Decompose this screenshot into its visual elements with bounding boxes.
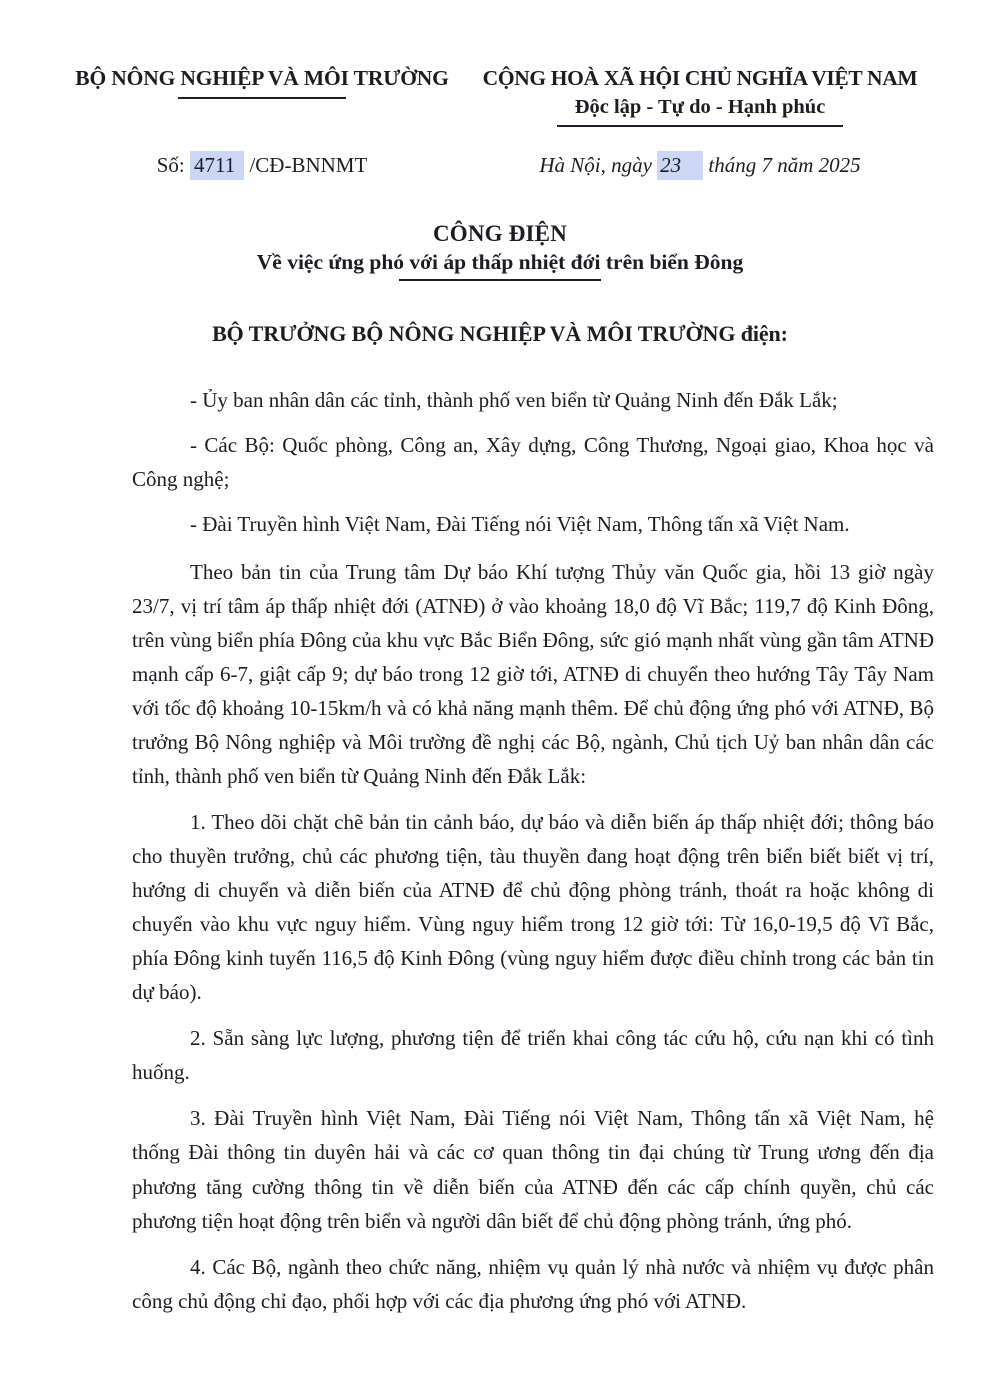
document-meta-line: [0, 127, 1000, 178]
organization-underline-rule: [178, 97, 346, 99]
issuing-organization-block: [62, 66, 462, 99]
body-numbered-item-1: 1. Theo dõi chặt chẽ bản tin cảnh báo, dự báo và diễn biến áp thấp nhiệt đới; thông báo cho thuyền trưởng, chủ các phương tiện, tàu thuyền đang hoạt động trên biển biết biết vị trí, hướng di chuyển và diễn biến của ATNĐ để chủ động phòng tránh, thoát ra hoặc không di chuyển vào khu vực nguy hiểm. Vùng nguy hiểm trong 12 giờ tới: Từ 16,0-19,5 độ Vĩ Bắc, phía Đông kinh tuyến 116,5 độ Kinh Đông (vùng nguy hiểm được điều chỉnh trong các bản tin dự báo).: [132, 810, 934, 1005]
date-month-year: tháng 7 năm 2025: [708, 152, 861, 177]
place-date-prefix: Hà Nội, ngày: [539, 152, 652, 177]
document-header: [0, 0, 1000, 127]
national-motto: Độc lập - Tự do - Hạnh phúc: [574, 95, 826, 118]
recipients-list: [0, 383, 1000, 541]
document-number-value[interactable]: 4711: [190, 151, 244, 180]
body-numbered-item-4: 4. Các Bộ, ngành theo chức năng, nhiệm vụ quản lý nhà nước và nhiệm vụ được phân công chủ động chỉ đạo, phối hợp với các địa phương ứng phó với ATNĐ.: [132, 1254, 934, 1313]
national-heading-block: [462, 66, 938, 127]
national-title: CỘNG HOÀ XÃ HỘI CHỦ NGHĨA VIỆT NAM: [482, 66, 918, 90]
motto-underline-rule: [557, 125, 843, 127]
document-body: [0, 555, 1000, 1317]
recipient-item: - Ủy ban nhân dân các tỉnh, thành phố ven biển từ Quảng Ninh đến Đắk Lắk;: [190, 388, 838, 413]
document-number-suffix: /CĐ-BNNMT: [249, 152, 368, 177]
document-number-block: [62, 153, 462, 178]
place-and-date-block: [462, 153, 938, 178]
recipient-item: - Đài Truyền hình Việt Nam, Đài Tiếng nói Việt Nam, Thông tấn xã Việt Nam.: [190, 512, 850, 537]
title-block: [0, 220, 1000, 281]
document-type-title: CÔNG ĐIỆN: [432, 220, 568, 246]
document-subject-title: Về việc ứng phó với áp thấp nhiệt đới trên biển Đông: [256, 250, 744, 275]
recipient-item: - Các Bộ: Quốc phòng, Công an, Xây dựng, Công Thương, Ngoại giao, Khoa học và Công nghệ;: [132, 433, 934, 492]
title-underline-rule: [399, 279, 601, 281]
body-numbered-item-2: 2. Sẵn sàng lực lượng, phương tiện để triển khai công tác cứu hộ, cứu nạn khi có tình huống.: [132, 1026, 934, 1085]
issuer-line: BỘ TRƯỞNG BỘ NÔNG NGHIỆP VÀ MÔI TRƯỜNG điện:: [212, 321, 788, 347]
date-day-value[interactable]: 23: [657, 151, 703, 180]
body-numbered-item-3: 3. Đài Truyền hình Việt Nam, Đài Tiếng nói Việt Nam, Thông tấn xã Việt Nam, hệ thống Đài thông tin duyên hải và các cơ quan thông tin đại chúng từ Trung ương đến địa phương tăng cường thông tin về diễn biến của ATNĐ đến các cấp chính quyền, chủ các phương tiện hoạt động trên biển và người dân biết để chủ động phòng tránh, ứng phó.: [132, 1106, 934, 1233]
document-number-label: Số:: [156, 152, 185, 177]
issuing-organization-name: BỘ NÔNG NGHIỆP VÀ MÔI TRƯỜNG: [75, 66, 449, 90]
body-intro-paragraph: Theo bản tin của Trung tâm Dự báo Khí tượng Thủy văn Quốc gia, hồi 13 giờ ngày 23/7, vị trí tâm áp thấp nhiệt đới (ATNĐ) ở vào khoảng 18,0 độ Vĩ Bắc; 119,7 độ Kinh Đông, trên vùng biển phía Đông của khu vực Bắc Biển Đông, sức gió mạnh nhất vùng gần tâm ATNĐ mạnh cấp 6-7, giật cấp 9; dự báo trong 12 giờ tới, ATNĐ di chuyển theo hướng Tây Tây Nam với tốc độ khoảng 10-15km/h và có khả năng mạnh thêm. Để chủ động ứng phó với ATNĐ, Bộ trưởng Bộ Nông nghiệp và Môi trường đề nghị các Bộ, ngành, Chủ tịch Uỷ ban nhân dân các tỉnh, thành phố ven biển từ Quảng Ninh đến Đắk Lắk:: [132, 560, 934, 789]
